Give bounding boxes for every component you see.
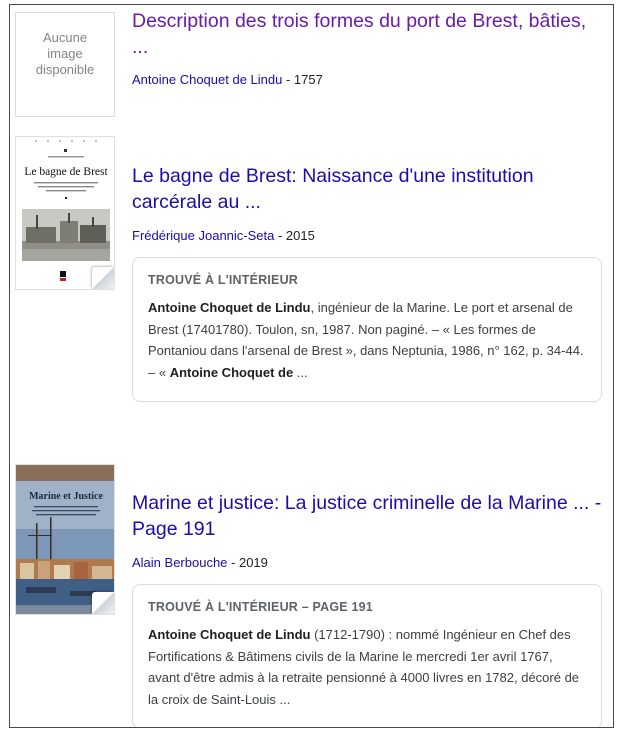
no-image-thumbnail[interactable]: Aucune image disponible — [15, 12, 115, 117]
page-curl-icon — [92, 267, 114, 289]
snippet-kicker: TROUVÉ À L'INTÉRIEUR — [148, 273, 299, 287]
author-link[interactable]: Antoine Choquet de Lindu — [132, 72, 283, 87]
snippet-text: Antoine Choquet de Lindu (1712-1790) : nommé Ingénieur en Chef des Fortifications & Bâtimens civils de la Marine le mercredi 1er avril 1767, avant d'être admis à la retraite pensionné à 4000 livres en 1782, décoré de la croix de Saint-Louis ... — [148, 627, 580, 707]
book-cover-thumbnail[interactable] — [15, 136, 115, 290]
book-title-link[interactable]: Marine et justice: La justice criminelle de la Marine ... - Page 191 — [132, 492, 602, 540]
book-meta — [132, 554, 268, 572]
cover-title: Marine et Justice — [29, 491, 103, 502]
page-curl-icon — [92, 592, 114, 614]
search-results-panel — [9, 4, 614, 728]
snippet-card[interactable] — [132, 584, 602, 728]
publication-year: - 1757 — [285, 72, 323, 87]
book-meta — [132, 71, 323, 89]
author-link[interactable]: Alain Berbouche — [132, 555, 228, 570]
snippet-card[interactable] — [132, 257, 602, 402]
book-cover-thumbnail[interactable] — [15, 464, 115, 615]
snippet-kicker: TROUVÉ À L'INTÉRIEUR – PAGE 191 — [148, 600, 373, 614]
book-title-link[interactable]: Le bagne de Brest: Naissance d'une institution carcérale au ... — [132, 165, 534, 213]
publication-year: - 2019 — [231, 555, 268, 570]
book-meta — [132, 227, 315, 245]
publication-year: - 2015 — [277, 228, 315, 243]
book-title-link[interactable]: Description des trois formes du port de Brest, bâties, ... — [132, 10, 587, 58]
author-link[interactable]: Frédérique Joannic-Seta — [132, 228, 275, 243]
cover-title: Le bagne de Brest — [24, 166, 108, 178]
snippet-text: Antoine Choquet de Lindu, ingénieur de la Marine. Le port et arsenal de Brest (17401780). Toulon, sn, 1987. Non paginé. – « Les formes de Pontaniou dans l'arsenal de Brest », dans Neptunia, 1986, n° 162, p. 34-44. – « Antoine Choquet de ... — [148, 300, 584, 380]
